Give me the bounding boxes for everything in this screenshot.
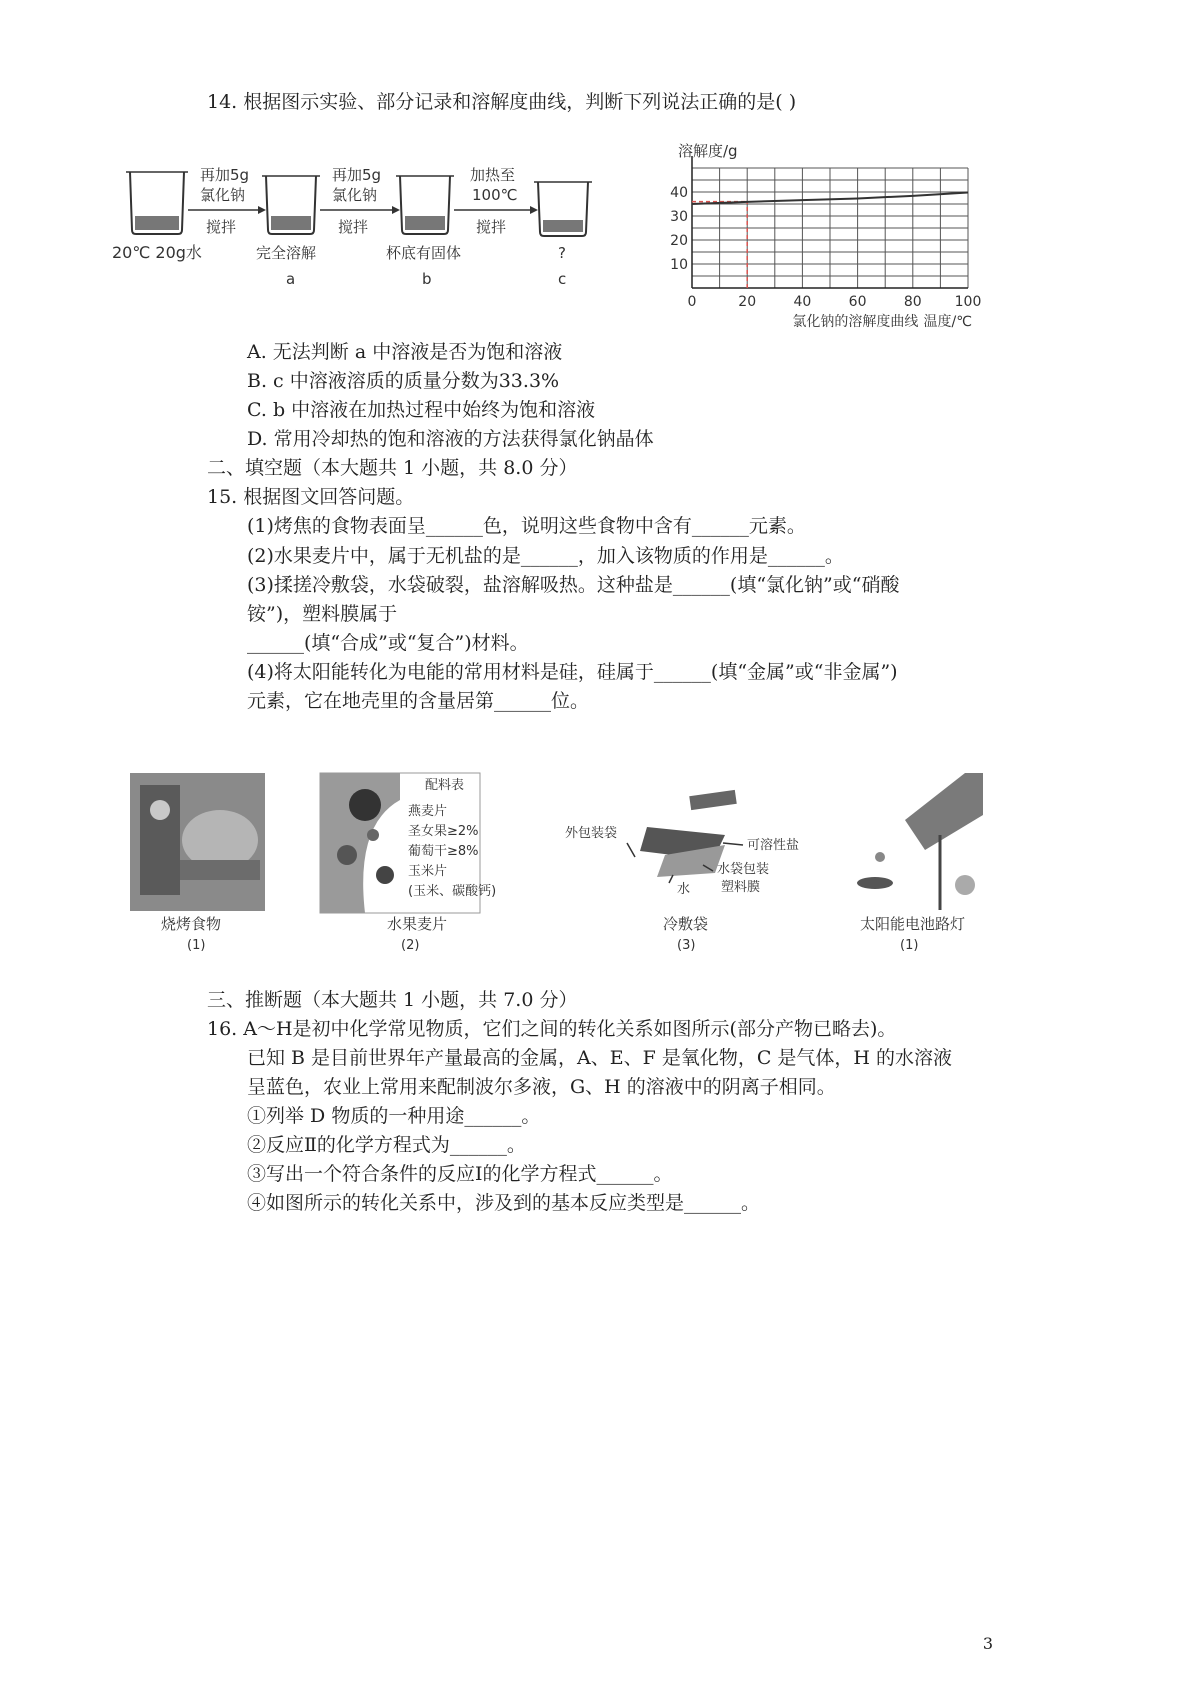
solubility-chart: [660, 138, 990, 338]
beaker-3: [396, 176, 454, 234]
beaker-1: [126, 172, 188, 234]
q15-line-6: (4)将太阳能转化为电能的常用材料是硅，硅属于______(填“金属”或“非金属”): [247, 661, 898, 683]
q15-line-4: 铵”)，塑料膜属于: [247, 603, 398, 625]
fig4-caption: 太阳能电池路灯: [860, 915, 966, 933]
beaker-4: [534, 182, 592, 236]
beaker4-letter: c: [558, 270, 567, 288]
y-tick-label: 40: [670, 185, 688, 201]
fig3-num: (3): [677, 938, 696, 953]
step3-line3: 搅拌: [476, 218, 507, 236]
fig2-label-line-1: 燕麦片: [408, 804, 448, 819]
step1-line1: 再加5g: [200, 166, 250, 184]
y-tick-label: 20: [670, 233, 688, 249]
q16-line-1: 已知 B 是目前世界年产量最高的金属，A、E、F 是氧化物，C 是气体，H 的水溶液: [247, 1047, 953, 1069]
step3-line2: 100℃: [472, 186, 518, 204]
x-tick-label: 0: [687, 294, 697, 310]
fig3-label-water-bag: 水袋包装: [717, 862, 770, 877]
fig2-label-line-2: 圣女果≥2%: [408, 824, 479, 839]
step1-line3: 搅拌: [206, 218, 237, 236]
beaker3-letter: b: [422, 270, 432, 288]
fig4-num: (1): [900, 938, 919, 953]
q16-stem: 16. A～H是初中化学常见物质，它们之间的转化关系如图所示(部分产物已略去)。: [207, 1018, 897, 1040]
x-tick-label: 40: [793, 294, 812, 310]
beaker1-caption: 20℃ 20g水: [112, 243, 202, 262]
option-c: C. b 中溶液在加热过程中始终为饱和溶液: [247, 399, 596, 421]
beaker2-letter: a: [286, 270, 296, 288]
beaker-2: [262, 176, 320, 234]
arrow-3: [454, 206, 538, 214]
fig3-label-water: 水: [677, 882, 691, 897]
step1-line2: 氯化钠: [200, 186, 246, 204]
section3-heading: 三、推断题（本大题共 1 小题，共 7.0 分）: [207, 989, 578, 1011]
fig1-caption: 烧烤食物: [161, 915, 222, 933]
q16-line-4: ②反应Ⅱ的化学方程式为______。: [247, 1134, 526, 1156]
arrow-1: [188, 206, 266, 214]
step2-line1: 再加5g: [332, 166, 382, 184]
beaker3-caption: 杯底有固体: [386, 244, 462, 262]
option-d: D. 常用冷却热的饱和溶液的方法获得氯化钠晶体: [247, 428, 654, 450]
figures-row: [125, 765, 985, 955]
fig3-label-plastic-film: 塑料膜: [721, 880, 761, 895]
chart-caption: 氯化钠的溶解度曲线: [792, 314, 919, 330]
page-number: 3: [982, 1634, 993, 1653]
fig3-caption: 冷敷袋: [663, 915, 709, 933]
figure-grilled-food: [130, 773, 265, 953]
x-tick-label: 100: [954, 294, 982, 310]
fig1-num: (1): [187, 938, 206, 953]
q14-stem: 14. 根据图示实验、部分记录和溶解度曲线，判断下列说法正确的是( ): [207, 91, 797, 113]
arrow-2: [320, 206, 400, 214]
figure-cold-pack: [565, 790, 799, 953]
figure-solar-lamp: [857, 773, 983, 953]
fig2-label-line-3: 葡萄干≥8%: [408, 844, 479, 859]
step3-line1: 加热至: [470, 166, 516, 184]
x-axis-label: 温度/℃: [923, 314, 972, 330]
beaker4-caption: ?: [558, 244, 566, 262]
q16-line-6: ④如图所示的转化关系中，涉及到的基本反应类型是______。: [247, 1192, 761, 1214]
x-tick-label: 80: [903, 294, 922, 310]
x-tick-label: 20: [738, 294, 757, 310]
experiment-diagram: [110, 160, 630, 300]
option-b: B. c 中溶液溶质的质量分数为33.3%: [247, 370, 560, 392]
y-axis-label: 溶解度/g: [678, 142, 738, 160]
fig3-label-outer-bag: 外包装袋: [565, 826, 618, 841]
y-tick-label: 10: [670, 257, 688, 273]
q15-line-5: ______(填“合成”或“复合”)材料。: [247, 632, 529, 654]
fig2-label-line-4: 玉米片: [408, 864, 448, 879]
q16-line-2: 呈蓝色，农业上常用来配制波尔多液，G、H 的溶液中的阴离子相同。: [247, 1076, 836, 1098]
fig2-caption: 水果麦片: [387, 915, 448, 933]
beaker2-caption: 完全溶解: [256, 244, 317, 262]
y-tick-label: 30: [670, 209, 688, 225]
q15-line-7: 元素，它在地壳里的含量居第______位。: [247, 690, 590, 712]
q15-line-3: (3)揉搓冷敷袋，水袋破裂，盐溶解吸热。这种盐是______(填“氯化钠”或“硝酸: [247, 574, 900, 596]
step2-line3: 搅拌: [338, 218, 369, 236]
fig2-label-title: 配料表: [425, 778, 465, 793]
step2-line2: 氯化钠: [332, 186, 378, 204]
fig2-num: (2): [401, 938, 420, 953]
option-a: A. 无法判断 a 中溶液是否为饱和溶液: [247, 341, 563, 363]
q15-stem: 15. 根据图文回答问题。: [207, 486, 415, 508]
fig3-label-soluble-salt: 可溶性盐: [747, 838, 800, 853]
q16-line-3: ①列举 D 物质的一种用途______。: [247, 1105, 541, 1127]
section2-heading: 二、填空题（本大题共 1 小题，共 8.0 分）: [207, 457, 578, 479]
x-tick-label: 60: [848, 294, 867, 310]
q15-line-1: (1)烤焦的食物表面呈______色，说明这些食物中含有______元素。: [247, 515, 806, 537]
figure-cereal: [320, 773, 496, 953]
q16-line-5: ③写出一个符合条件的反应Ⅰ的化学方程式______。: [247, 1163, 673, 1185]
q15-line-2: (2)水果麦片中，属于无机盐的是______，加入该物质的作用是______。: [247, 545, 844, 567]
fig2-label-line-5: (玉米、碳酸钙): [408, 884, 497, 899]
